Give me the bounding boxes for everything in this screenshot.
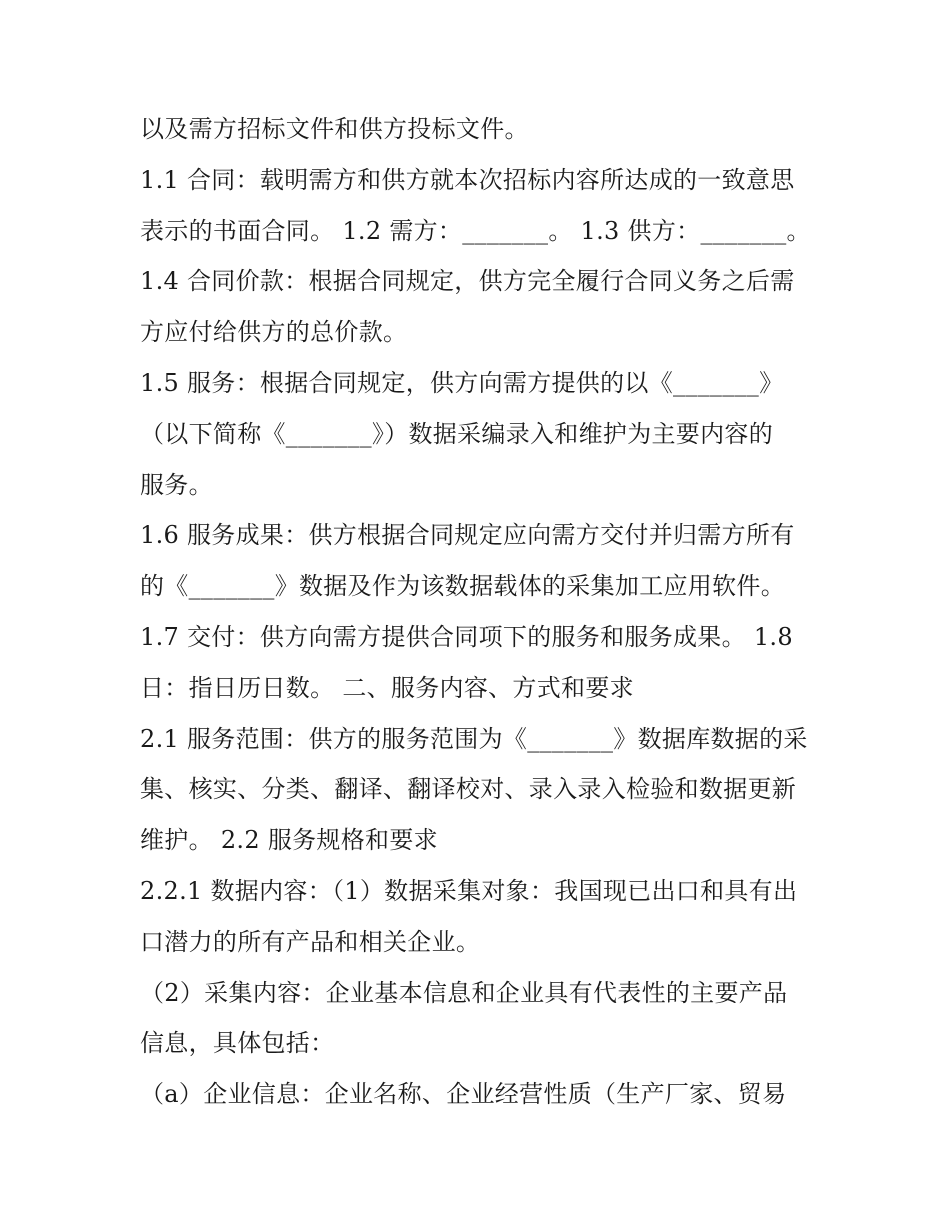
- text-line: （a）企业信息：企业名称、企业经营性质（生产厂家、贸易: [140, 1080, 787, 1109]
- text-line: 集、核实、分类、翻译、翻译校对、录入录入检验和数据更新: [140, 775, 797, 804]
- document-body: [140, 104, 830, 1120]
- text-line: 表示的书面合同。 1.2 需方：_______。 1.3 供方：_______。: [140, 216, 811, 245]
- text-line: 以及需方招标文件和供方投标文件。: [140, 115, 529, 143]
- text-line: 1.1 合同：载明需方和供方就本次招标内容所达成的一致意思: [140, 165, 795, 194]
- text-line: （2）采集内容：企业基本信息和企业具有代表性的主要产品: [140, 978, 788, 1007]
- text-line: 信息，具体包括：: [140, 1029, 335, 1058]
- text-line: 服务。: [140, 470, 213, 499]
- text-line: 日：指日历日数。 二、服务内容、方式和要求: [140, 673, 634, 702]
- text-line: 口潜力的所有产品和相关企业。: [140, 927, 481, 956]
- text-line: 的《_______》数据及作为该数据载体的采集加工应用软件。: [140, 572, 785, 601]
- text-line: 1.5 服务：根据合同规定，供方向需方提供的以《_______》: [140, 368, 784, 397]
- text-line: （以下简称《_______》）数据采编录入和维护为主要内容的: [140, 419, 773, 448]
- text-line: 2.1 服务范围：供方的服务范围为《_______》数据库数据的采: [140, 724, 808, 753]
- text-line: 2.2.1 数据内容：（1）数据采集对象：我国现已出口和具有出: [140, 876, 798, 905]
- text-line: 方应付给供方的总价款。: [140, 318, 408, 347]
- text-line: 1.7 交付：供方向需方提供合同项下的服务和服务成果。 1.8: [140, 622, 793, 651]
- text-line: 1.4 合同价款：根据合同规定，供方完全履行合同义务之后需: [140, 267, 795, 296]
- text-line: 1.6 服务成果：供方根据合同规定应向需方交付并归需方所有: [140, 521, 795, 550]
- text-line: 维护。 2.2 服务规格和要求: [140, 826, 438, 855]
